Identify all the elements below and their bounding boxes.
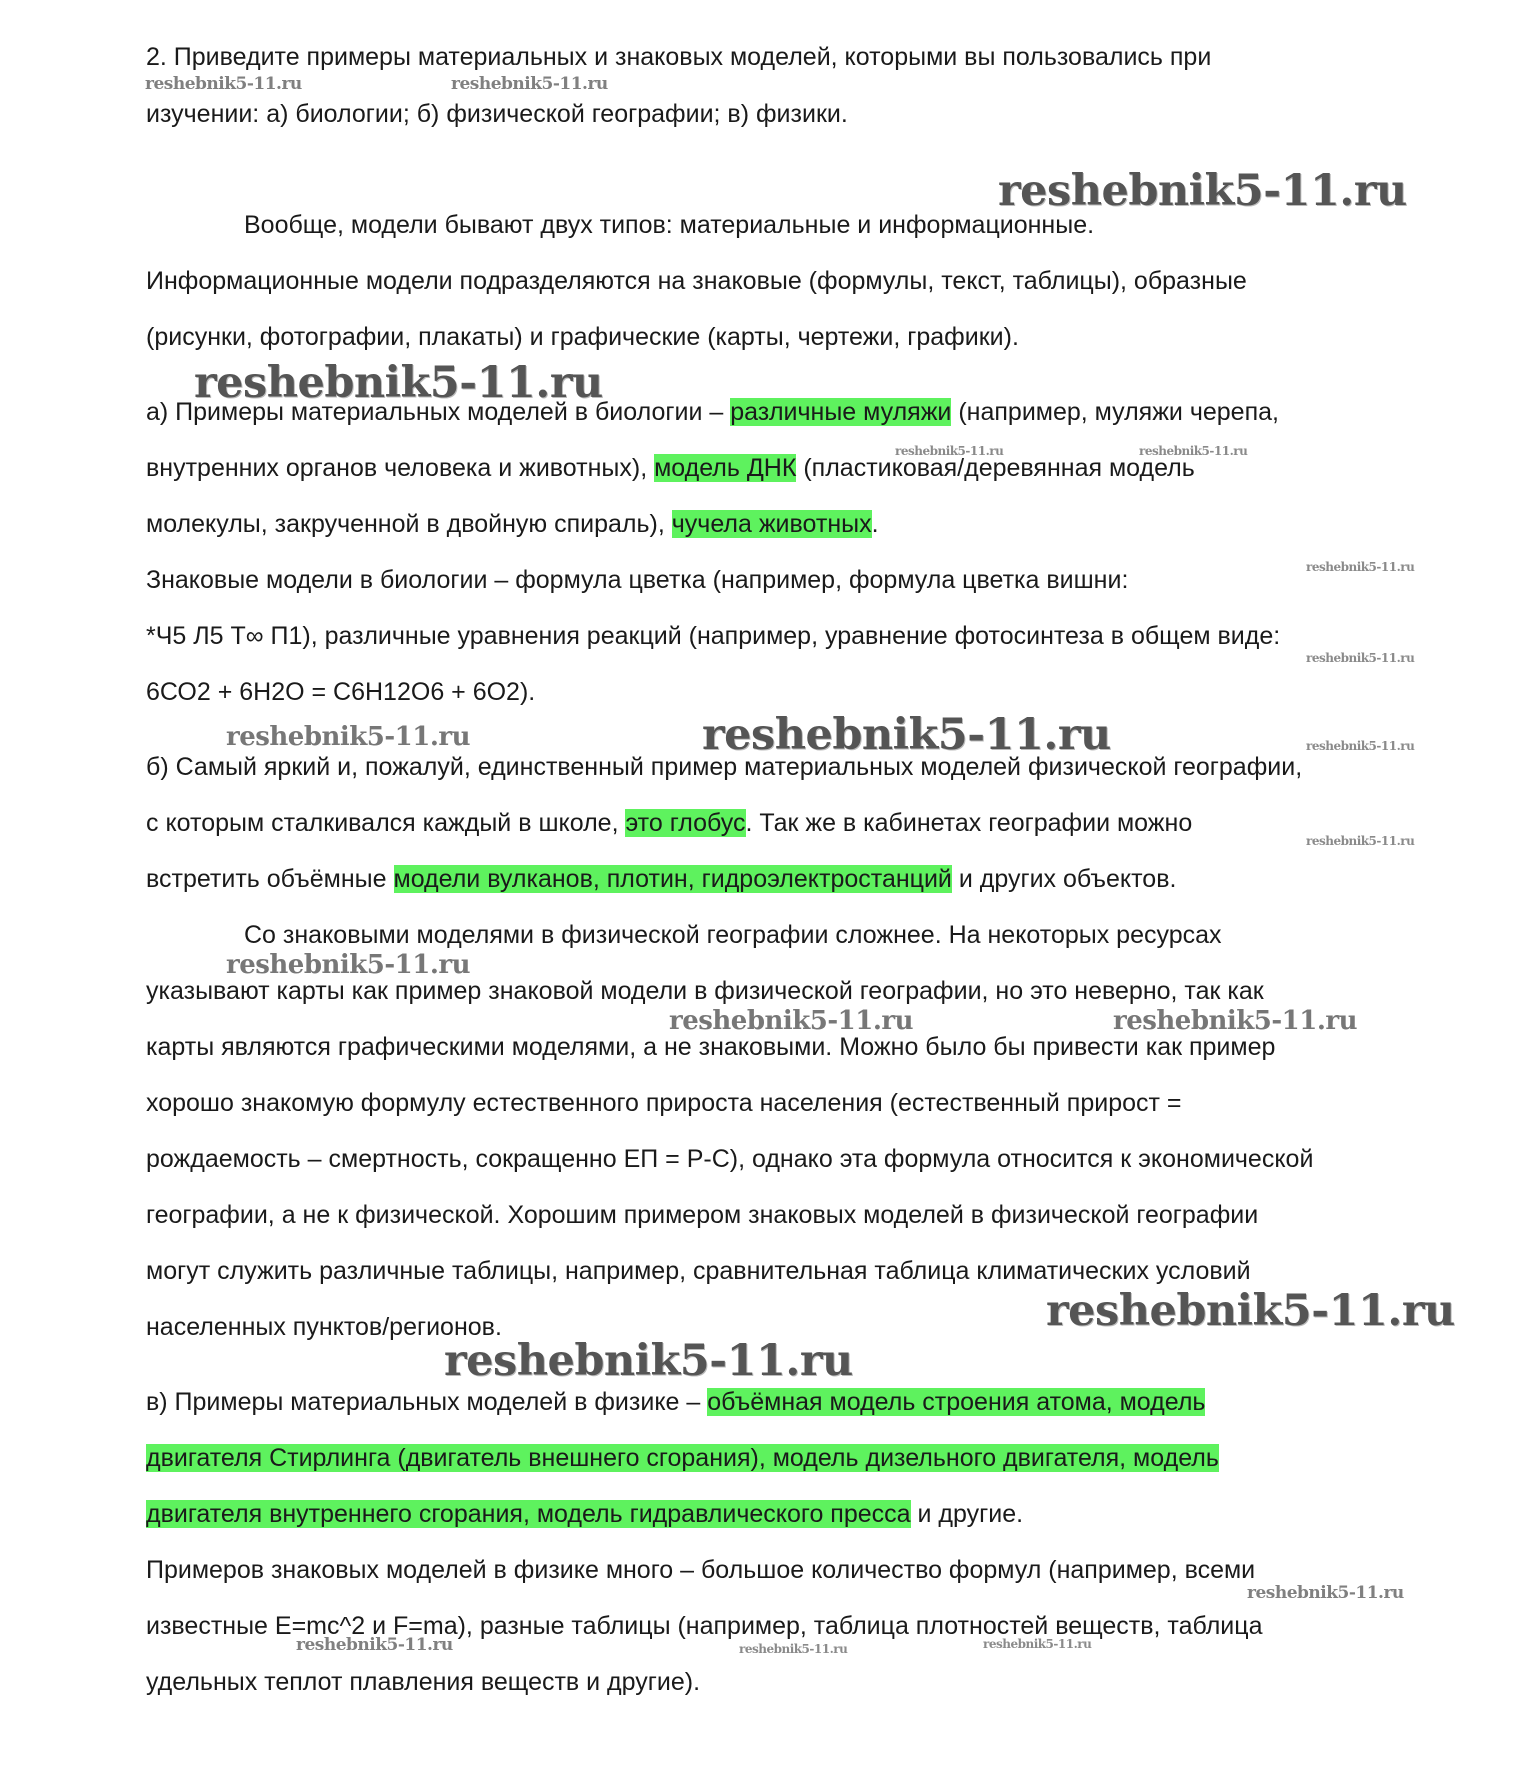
text-span: .: [871, 510, 879, 538]
geography-line-7: хорошо знакомую формулу естественного прироста населения (естественный прирост =: [146, 1089, 1182, 1117]
highlight: это глобус: [625, 809, 746, 837]
physics-line-1: [146, 1385, 1205, 1419]
watermark: reshebnik5-11.ru: [739, 1642, 848, 1656]
geography-line-5: указывают карты как пример знаковой модели в физической географии, но это неверно, так как: [146, 977, 1264, 1005]
watermark: reshebnik5-11.ru: [1247, 1583, 1404, 1603]
physics-line-6: удельных теплот плавления веществ и другие).: [146, 1668, 701, 1696]
highlight: модель ДНК: [654, 454, 797, 482]
biology-line-5: *Ч5 Л5 Т∞ П1), различные уравнения реакций (например, уравнение фотосинтеза в общем виде:: [146, 622, 1281, 650]
intro-line-2: Информационные модели подразделяются на знаковые (формулы, текст, таблицы), образные: [146, 267, 1247, 295]
physics-line-5: известные E=mc^2 и F=ma), разные таблицы (например, таблица плотностей веществ, таблица: [146, 1612, 1263, 1640]
watermark: reshebnik5-11.ru: [983, 1637, 1092, 1651]
question-line-2: изучении: а) биологии; б) физической географии; в) физики.: [146, 100, 848, 128]
geography-line-8: рождаемость – смертность, сокращенно ЕП = Р-С), однако эта формула относится к экономической: [146, 1145, 1314, 1173]
watermark: reshebnik5-11.ru: [702, 710, 1111, 760]
watermark: reshebnik5-11.ru: [1306, 834, 1415, 848]
highlight: двигателя внутреннего сгорания, модель гидравлического пресса: [146, 1500, 911, 1528]
watermark: reshebnik5-11.ru: [145, 74, 302, 94]
highlight: объёмная модель строения атома, модель: [707, 1388, 1206, 1416]
physics-line-2: [146, 1441, 1219, 1475]
physics-line-3: [146, 1497, 1023, 1531]
text-span: с которым сталкивался каждый в школе,: [146, 809, 626, 837]
watermark: reshebnik5-11.ru: [296, 1635, 453, 1655]
watermark: reshebnik5-11.ru: [444, 1336, 853, 1386]
text-span: а) Примеры материальных моделей в биологии –: [146, 398, 731, 426]
question-line-1: 2. Приведите примеры материальных и знаковых моделей, которыми вы пользовались при: [146, 43, 1212, 71]
watermark: reshebnik5-11.ru: [1139, 444, 1248, 458]
text-span: (пластиковая/деревянная модель: [796, 454, 1195, 482]
geography-line-3: [146, 862, 1176, 896]
biology-line-4: Знаковые модели в биологии – формула цветка (например, формула цветка вишни:: [146, 566, 1129, 594]
text-span: встретить объёмные: [146, 865, 394, 893]
watermark: reshebnik5-11.ru: [226, 950, 471, 980]
intro-line-1: Вообще, модели бывают двух типов: материальные и информационные.: [244, 211, 1095, 239]
highlight: чучела животных: [671, 510, 872, 538]
watermark: reshebnik5-11.ru: [1306, 560, 1415, 574]
watermark: reshebnik5-11.ru: [1306, 651, 1415, 665]
watermark: reshebnik5-11.ru: [451, 74, 608, 94]
text-span: в) Примеры материальных моделей в физике –: [146, 1388, 708, 1416]
text-span: и другие.: [910, 1500, 1024, 1528]
text-span: . Так же в кабинетах географии можно: [745, 809, 1193, 837]
watermark: reshebnik5-11.ru: [1306, 739, 1415, 753]
watermark: reshebnik5-11.ru: [669, 1006, 914, 1036]
highlight: различные муляжи: [730, 398, 952, 426]
geography-line-11: населенных пунктов/регионов.: [146, 1313, 502, 1341]
watermark: reshebnik5-11.ru: [998, 166, 1407, 216]
text-span: (например, муляжи черепа,: [951, 398, 1279, 426]
watermark: reshebnik5-11.ru: [226, 722, 471, 752]
biology-line-6: 6СО2 + 6Н2О = С6Н12О6 + 6О2).: [146, 678, 536, 706]
geography-line-2: [146, 806, 1192, 840]
highlight: двигателя Стирлинга (двигатель внешнего сгорания), модель дизельного двигателя, модель: [146, 1444, 1219, 1472]
watermark: reshebnik5-11.ru: [895, 444, 1004, 458]
highlight: модели вулканов, плотин, гидроэлектростанций: [393, 865, 952, 893]
physics-line-4: Примеров знаковых моделей в физике много – большое количество формул (например, всеми: [146, 1556, 1256, 1584]
watermark: reshebnik5-11.ru: [194, 358, 603, 408]
geography-line-6: карты являются графическими моделями, а не знаковыми. Можно было бы привести как пример: [146, 1033, 1276, 1061]
biology-line-3: [146, 507, 879, 541]
intro-line-3: (рисунки, фотографии, плакаты) и графические (карты, чертежи, графики).: [146, 323, 1019, 351]
watermark: reshebnik5-11.ru: [1046, 1286, 1455, 1336]
geography-line-1: б) Самый яркий и, пожалуй, единственный пример материальных моделей физической географии,: [146, 753, 1303, 781]
text-span: внутренних органов человека и животных),: [146, 454, 655, 482]
geography-line-9: географии, а не к физической. Хорошим примером знаковых моделей в физической географии: [146, 1201, 1259, 1229]
watermark: reshebnik5-11.ru: [1113, 1006, 1358, 1036]
geography-line-4: Со знаковыми моделями в физической географии сложнее. На некоторых ресурсах: [244, 921, 1222, 949]
geography-line-10: могут служить различные таблицы, например, сравнительная таблица климатических условий: [146, 1257, 1251, 1285]
biology-line-2: [146, 451, 1195, 485]
text-span: и других объектов.: [951, 865, 1177, 893]
text-span: молекулы, закрученной в двойную спираль),: [146, 510, 672, 538]
